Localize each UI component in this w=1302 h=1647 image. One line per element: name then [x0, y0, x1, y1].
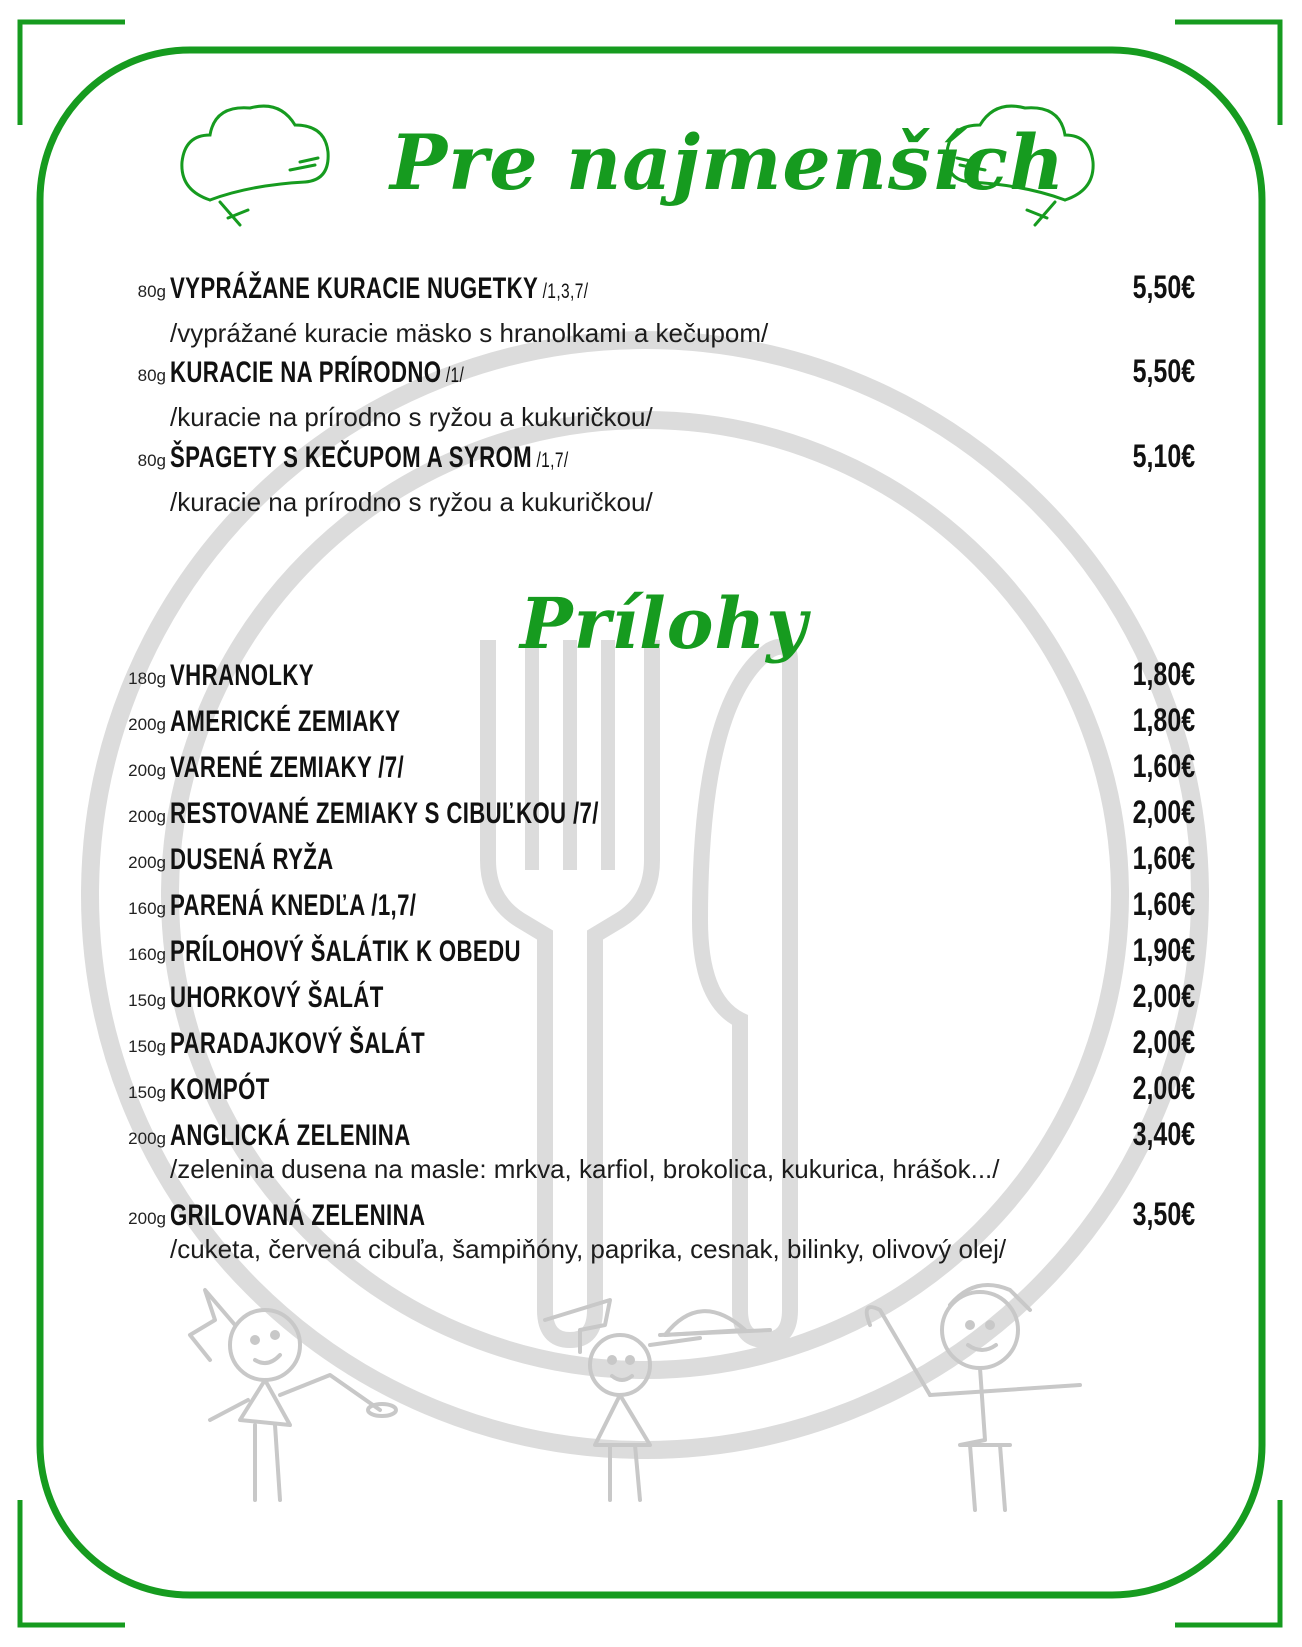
item-price: 1,80€ [1132, 702, 1195, 738]
item-price: 1,80€ [1132, 656, 1195, 692]
item-weight: 200g [128, 807, 166, 826]
item-name: ANGLICKÁ ZELENINA [170, 1119, 411, 1152]
item-name: UHORKOVÝ ŠALÁT [170, 981, 384, 1014]
item-name: PARADAJKOVÝ ŠALÁT [170, 1027, 426, 1060]
item-name: DUSENÁ RYŽA [170, 843, 334, 876]
item-weight: 80g [137, 451, 166, 470]
section-title-sides: Prílohy [520, 582, 808, 665]
section-title-kids: Pre najmenších [390, 118, 1066, 207]
item-price: 1,60€ [1132, 748, 1195, 784]
item-weight: 160g [128, 945, 166, 964]
item-price: 5,50€ [1132, 353, 1195, 389]
item-price: 5,10€ [1132, 438, 1195, 474]
item-name: AMERICKÉ ZEMIAKY [170, 705, 401, 738]
item-weight: 150g [128, 1037, 166, 1056]
kid-with-spoon-icon [190, 1290, 396, 1500]
item-description: /kuracie na prírodno s ryžou a kukuričkou/ [170, 487, 653, 517]
item-price: 1,60€ [1132, 886, 1195, 922]
item-price: 2,00€ [1132, 1070, 1195, 1106]
item-weight: 200g [128, 853, 166, 872]
item-name: ŠPAGETY S KEČUPOM A SYROM /1,7/ [170, 441, 569, 474]
kid-chef-with-tray-icon [545, 1300, 770, 1500]
item-name: VYPRÁŽANE KURACIE NUGETKY /1,3,7/ [170, 272, 589, 305]
item-allergens: /1,3,7/ [542, 280, 589, 303]
item-weight: 80g [137, 366, 166, 385]
item-allergens: /1/ [445, 364, 465, 387]
item-price: 2,00€ [1132, 978, 1195, 1014]
item-name: VHRANOLKY [170, 659, 314, 692]
item-price: 5,50€ [1132, 269, 1195, 305]
item-price: 1,90€ [1132, 932, 1195, 968]
item-name: PRÍLOHOVÝ ŠALÁTIK K OBEDU [170, 935, 521, 968]
item-price: 2,00€ [1132, 1024, 1195, 1060]
item-name: KURACIE NA PRÍRODNO /1/ [170, 356, 465, 389]
item-weight: 200g [128, 1209, 166, 1228]
item-price: 3,40€ [1132, 1116, 1195, 1152]
item-weight: 200g [128, 1129, 166, 1148]
item-weight: 150g [128, 991, 166, 1010]
item-price: 2,00€ [1132, 794, 1195, 830]
item-description: /kuracie na prírodno s ryžou a kukuričkou/ [170, 402, 653, 432]
item-weight: 150g [128, 1083, 166, 1102]
item-name: GRILOVANÁ ZELENINA [170, 1199, 426, 1232]
item-weight: 180g [128, 669, 166, 688]
item-description: /cuketa, červená cibuľa, šampiňóny, paprika, cesnak, bilinky, olivový olej/ [170, 1234, 1007, 1264]
item-allergens: /1,7/ [536, 449, 569, 472]
item-weight: 200g [128, 761, 166, 780]
item-description: /vyprážané kuracie mäsko s hranolkami a kečupom/ [170, 318, 769, 348]
item-name: KOMPÓT [170, 1073, 270, 1106]
item-price: 3,50€ [1132, 1196, 1195, 1232]
item-weight: 80g [137, 282, 166, 301]
item-description: /zelenina dusena na masle: mrkva, karfiol, brokolica, kukurica, hrášok.../ [170, 1154, 1000, 1184]
item-weight: 160g [128, 899, 166, 918]
item-name: PARENÁ KNEDĽA /1,7/ [170, 889, 417, 922]
item-name: VARENÉ ZEMIAKY /7/ [170, 751, 405, 784]
kid-with-cap-icon [867, 1285, 1080, 1510]
item-price: 1,60€ [1132, 840, 1195, 876]
item-weight: 200g [128, 715, 166, 734]
item-name: RESTOVANÉ ZEMIAKY S CIBUĽKOU /7/ [170, 797, 599, 830]
